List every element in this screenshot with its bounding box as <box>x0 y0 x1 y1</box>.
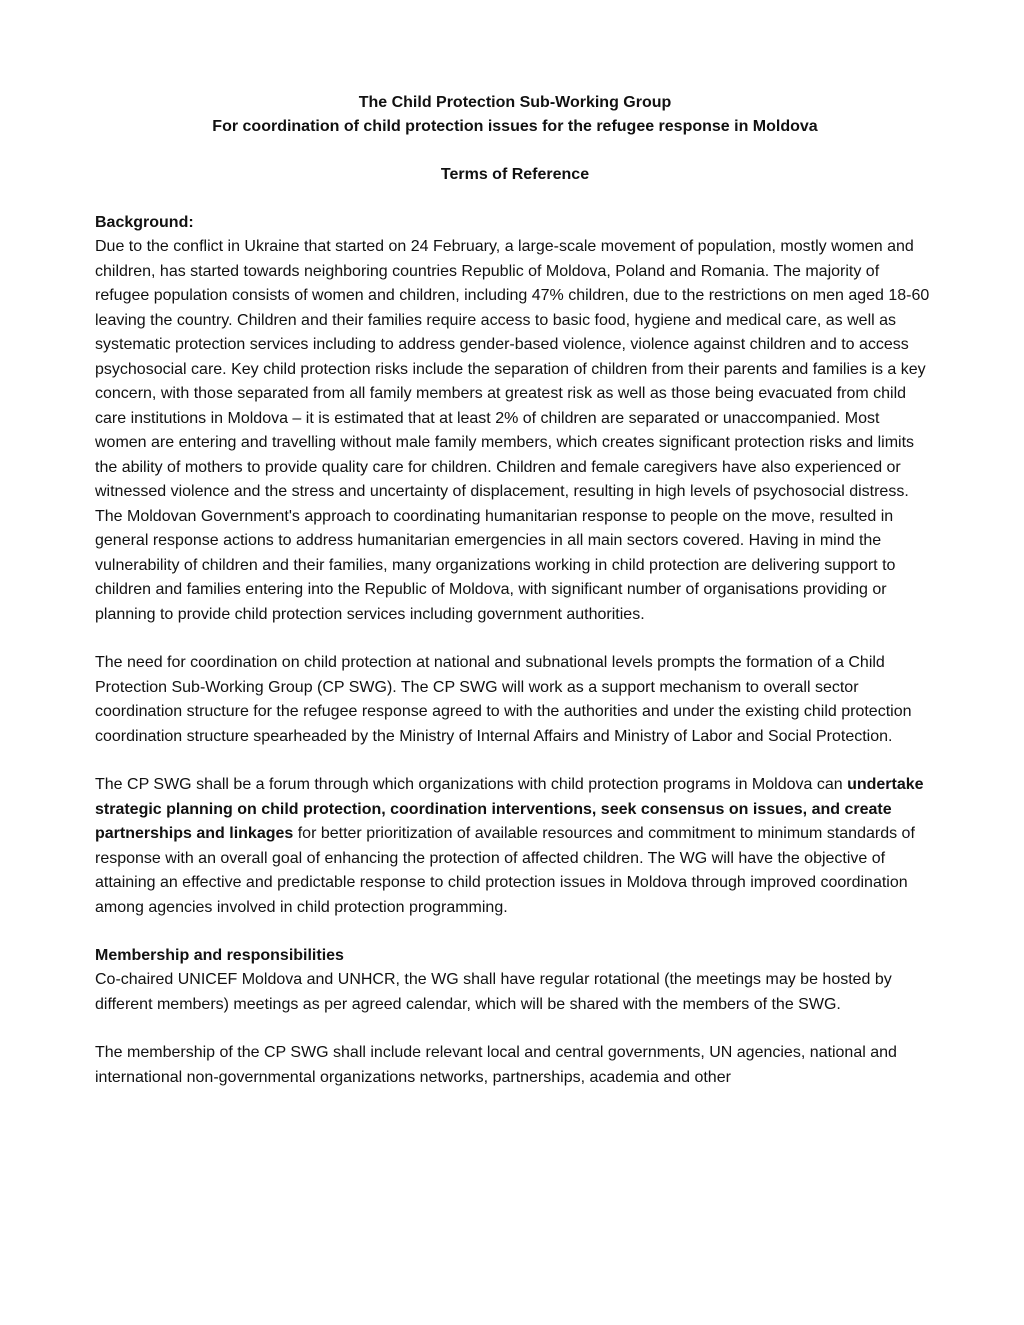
paragraph-4-start: The CP SWG shall be a forum through which organizations with child protection programs in Moldova can <box>95 776 848 793</box>
background-paragraph-2: The Moldovan Government's approach to coordinating humanitarian response to people on the move, resulted in general response actions to address humanitarian emergencies in all main sectors covered. Having in mind the vulnerability of children and their families, many organizations working in child protection are delivering support to children and families entering into the Republic of Moldova, with significant number of organisations providing or planning to provide child protection services including government authorities. <box>95 507 896 623</box>
document-title <box>95 91 935 139</box>
background-paragraph-1: Due to the conflict in Ukraine that started on 24 February, a large-scale movement of population, mostly women and children, has started towards neighboring countries Republic of Moldova, Poland and Romania. The majority of refugee population consists of women and children, including 47% children, due to the restrictions on men aged 18-60 leaving the country. Children and their families require access to basic food, hygiene and medical care, as well as systematic protection services including to address gender-based violence, violence against children and to access psychosocial care. Key child protection risks include the separation of children from their parents and families is a key concern, with those separated from all family members at greatest risk as well as those being evacuated from child care institutions in Moldova – it is estimated that at least 2% of children are separated or unaccompanied. Most women are entering and travelling without male family members, which creates significant protection risks and limits the ability of mothers to provide quality care for children. Children and female caregivers have also experienced or witnessed violence and the stress and uncertainty of displacement, resulting in high levels of psychosocial distress. <box>95 238 930 500</box>
paragraph-gap <box>95 920 935 944</box>
membership-paragraph-1: Co-chaired UNICEF Moldova and UNHCR, the WG shall have regular rotational (the meetings may be hosted by different members) meetings as per agreed calendar, which will be shared with the members of the SWG. <box>95 971 892 1013</box>
paragraph-4-end: for better prioritization of available resources and commitment to minimum standards of response with an overall goal of enhancing the protection of affected children. The WG will have the objective of attaining an effective and predictable response to child protection issues in Moldova through improved coordination among agencies involved in child protection programming. <box>95 825 915 916</box>
paragraph-gap <box>95 627 935 651</box>
membership-heading: Membership and responsibilities <box>95 947 344 964</box>
paragraph-gap <box>95 1017 935 1041</box>
paragraph-4-bold: undertake strategic planning on child protection, coordination interventions, seek consensus on issues, and create partnerships and linkages <box>95 776 924 842</box>
terms-of-reference-heading: Terms of Reference <box>440 166 590 183</box>
membership-paragraph-2: The membership of the CP SWG shall include relevant local and central governments, UN agencies, national and international non-governmental organizations networks, partnerships, academia and other <box>95 1044 897 1086</box>
paragraph-gap <box>95 749 935 773</box>
background-paragraph-4 <box>95 773 935 920</box>
document-page <box>95 91 935 1090</box>
title-line-2: For coordination of child protection issues for the refugee response in Moldova <box>212 118 818 135</box>
title-line-1: The Child Protection Sub-Working Group <box>358 94 672 111</box>
background-paragraph-3: The need for coordination on child protection at national and subnational levels prompts the formation of a Child Protection Sub-Working Group (CP SWG). The CP SWG will work as a support mechanism to overall sector coordination structure for the refugee response agreed to with the authorities and under the existing child protection coordination structure spearheaded by the Ministry of Internal Affairs and Ministry of Labor and Social Protection. <box>95 654 912 745</box>
background-heading: Background: <box>95 214 194 231</box>
